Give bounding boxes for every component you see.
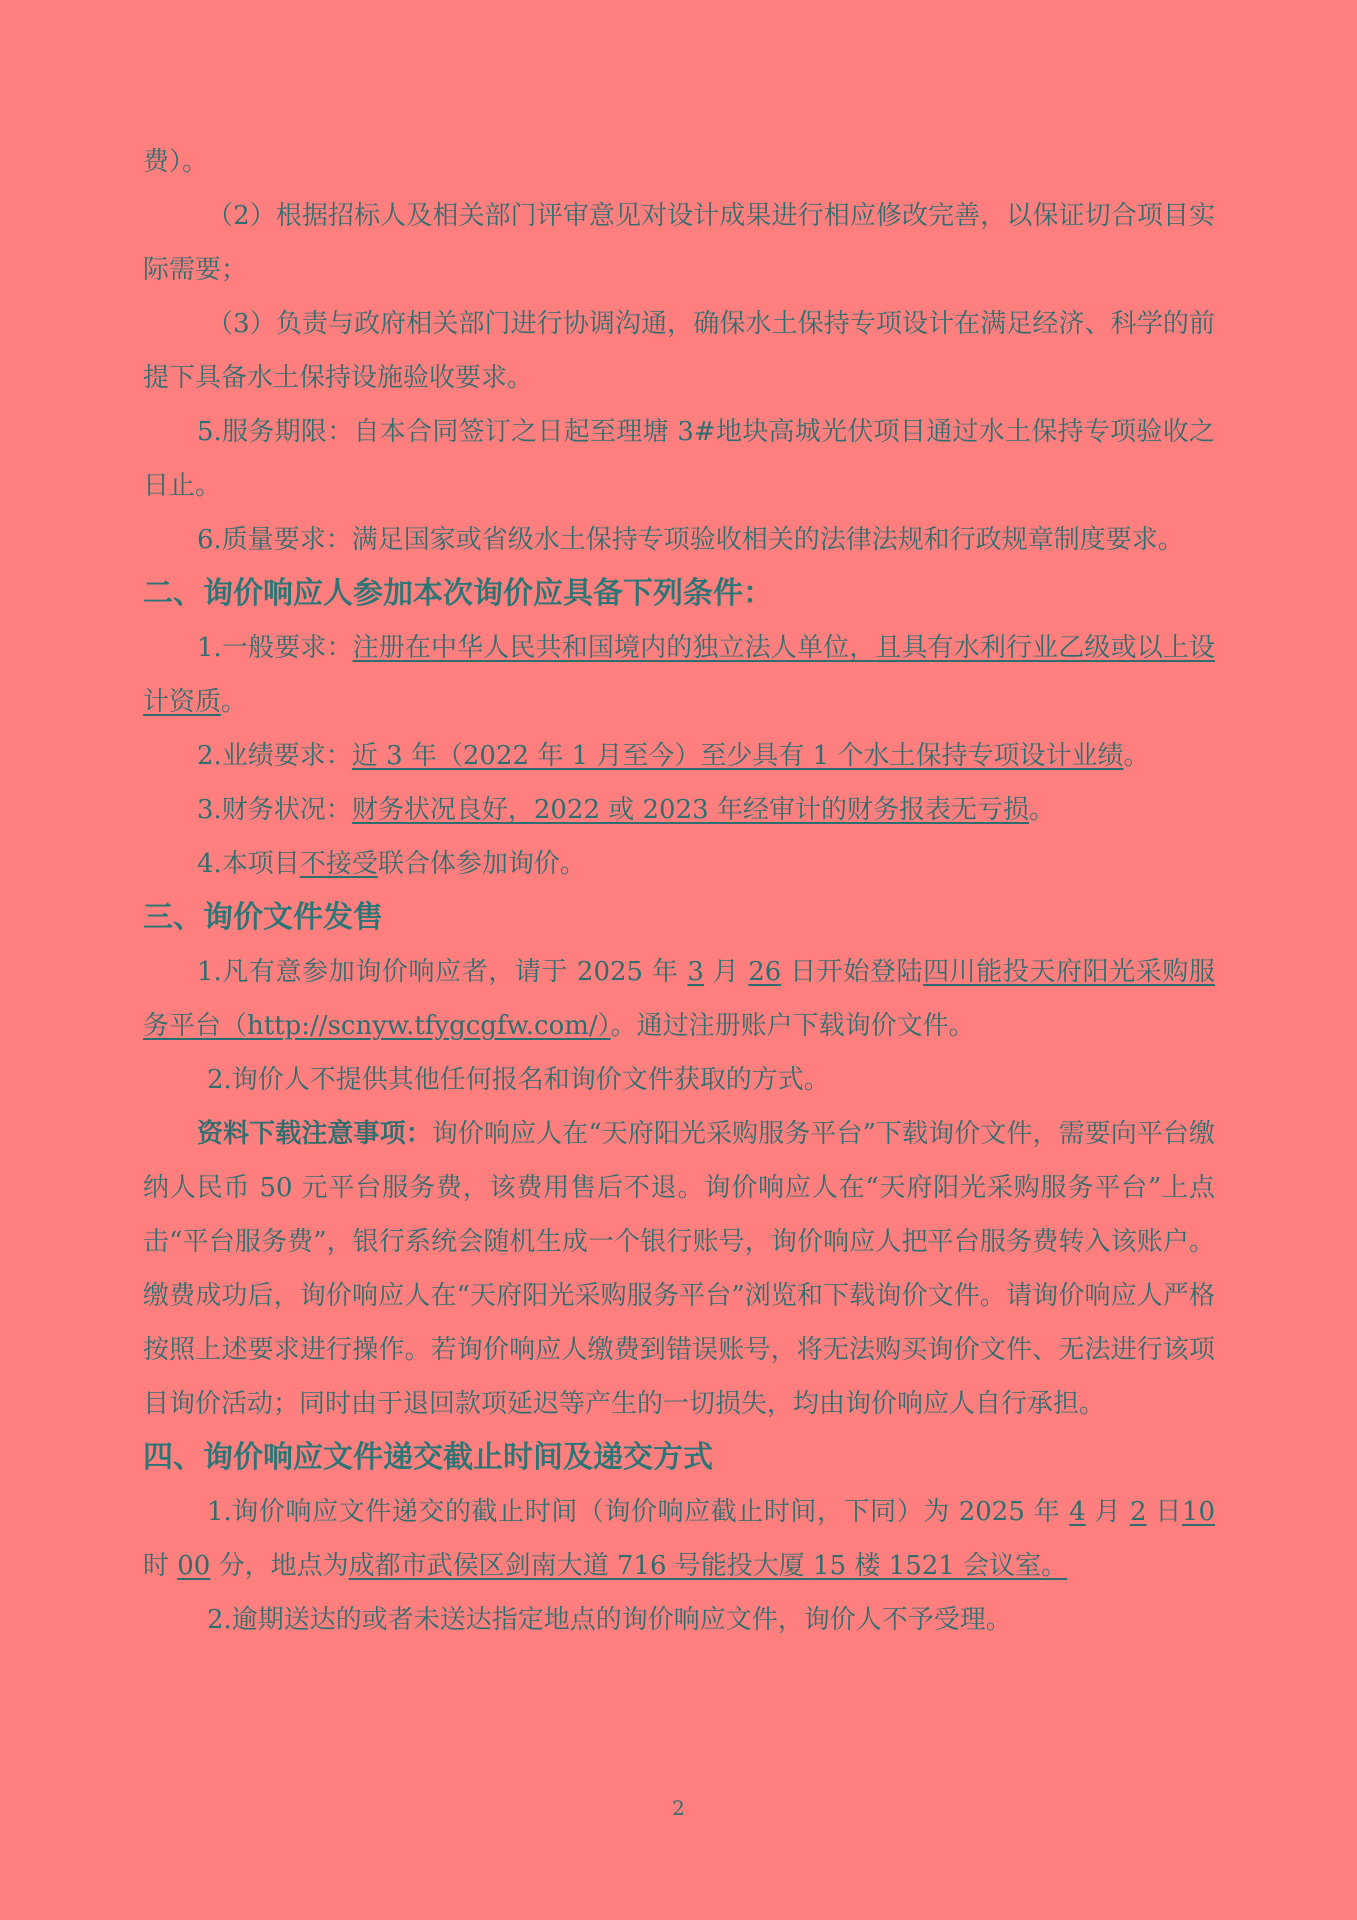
text: 分，地点为 [210,1551,349,1581]
punctuation: 。 [1123,741,1150,771]
deadline-minute: 00 [177,1551,211,1581]
requirement-consortium [143,837,1215,891]
text: 月 [1085,1497,1130,1527]
punctuation: 。 [221,687,248,717]
sale-month: 3 [687,957,704,987]
sale-day: 26 [748,957,782,987]
download-notice [143,1107,1215,1431]
punctuation: 。 [1028,795,1055,825]
text: 1.凡有意参加询价响应者，请于 2025 年 [197,957,688,987]
paragraph-coordination: （3）负责与政府相关部门进行协调沟通，确保水土保持专项设计在满足经济、科学的前提下具备水土保持设施验收要求。 [143,309,1215,393]
no-other-method: 2.询价人不提供其他任何报名和询价文件获取的方式。 [207,1065,830,1095]
paragraph-fee-end: 费）。 [143,147,209,177]
sale-instruction [143,945,1215,1053]
document-body [143,135,1215,1647]
text: 联合体参加询价。 [377,849,586,879]
notice-text: 询价响应人在“天府阳光采购服务平台”下载询价文件，需要向平台缴纳人民币 50 元平台服务费，该费用售后不退。询价响应人在“天府阳光采购服务平台”上点击“平台服务费”，银行系统会随机生成一个银行账号，询价响应人把平台服务费转入该账户。缴费成功后，询价响应人在“天府阳光采购服务平台”浏览和下载询价文件。请询价响应人严格按照上述要求进行操作。若询价响应人缴费到错误账号，将无法购买询价文件、无法进行该项目询价活动；同时由于退回款项延迟等产生的一切损失，均由询价响应人自行承担。 [143,1119,1215,1419]
page-number: 2 [672,1796,685,1820]
not-accepted-text: 不接受 [299,849,378,879]
text: 1.询价响应文件递交的截止时间（询价响应截止时间，下同）为 2025 年 [207,1497,1070,1527]
requirement-performance [143,729,1215,783]
requirement-value: 财务状况良好，2022 或 2023 年经审计的财务报表无亏损 [351,795,1029,825]
requirement-label: 1.一般要求： [197,633,353,663]
notice-label: 资料下载注意事项： [197,1119,432,1149]
requirement-value: 注册在中华人民共和国境内的独立法人单位，且具有水利行业乙级或以上设计资质 [143,633,1215,717]
section-heading-deadline: 四、询价响应文件递交截止时间及递交方式 [143,1440,713,1475]
requirement-value: 近 3 年（2022 年 1 月至今）至少具有 1 个水土保持专项设计业绩 [351,741,1124,771]
paragraph-quality: 6.质量要求：满足国家或省级水土保持专项验收相关的法律法规和行政规章制度要求。 [197,525,1184,555]
paragraph-service-period: 5.服务期限：自本合同签订之日起至理塘 3#地块高城光伏项目通过水土保持专项验收之日止。 [143,417,1215,501]
requirement-finance [143,783,1215,837]
deadline-hour: 10 [1181,1497,1216,1527]
text: 日 [1146,1497,1182,1527]
text: 。通过注册账户下载询价文件。 [610,1011,975,1041]
late-submission: 2.逾期送达的或者未送达指定地点的询价响应文件，询价人不予受理。 [207,1605,1012,1635]
text: 日开始登陆 [781,957,924,987]
requirement-general [143,621,1215,729]
deadline-day: 2 [1129,1497,1147,1527]
text: 时 [143,1551,178,1581]
submission-location: 成都市武侯区剑南大道 716 号能投大厦 15 楼 1521 会议室。 [348,1551,1068,1581]
requirement-label: 3.财务状况： [197,795,352,825]
deadline-instruction [143,1485,1215,1593]
paragraph-revision: （2）根据招标人及相关部门评审意见对设计成果进行相应修改完善，以保证切合项目实际需要； [143,201,1215,285]
text: 月 [703,957,749,987]
requirement-label: 2.业绩要求： [197,741,352,771]
text: 4.本项目 [197,849,300,879]
section-heading-sale: 三、询价文件发售 [143,900,383,935]
section-heading-requirements: 二、询价响应人参加本次询价应具备下列条件： [143,576,773,611]
platform-link[interactable]: 四川能投天府阳光采购服务平台（http://scnyw.tfygcgfw.com/） [143,957,1215,1041]
deadline-month: 4 [1069,1497,1086,1527]
